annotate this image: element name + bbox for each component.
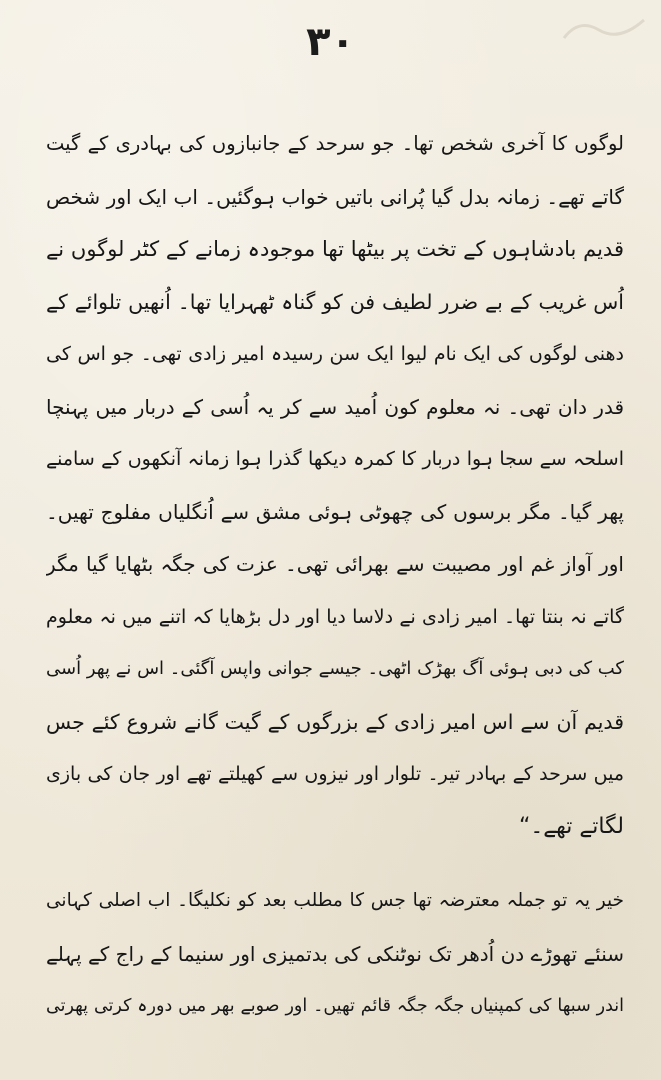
- text-line: اور آواز غم اور مصیبت سے بھرائی تھی۔ عزت کی جگہ بٹھایا گیا مگر: [46, 552, 624, 576]
- text-line: سنئے تھوڑے دن اُدھر تک نوٹنکی کی بدتمیزی اور سنیما کے راج کے پہلے: [46, 941, 624, 966]
- body-text: [46, 118, 624, 1033]
- text-line: گاتے تھے۔ زمانہ بدل گیا پُرانی باتیں خواب ہوگئیں۔ اب ایک اور شخص: [46, 184, 624, 209]
- text-line: اُس غریب کے بے ضرر لطیف فن کو گناہ ٹھہرایا تھا۔ اُنھیں تلوائے کے: [46, 289, 624, 314]
- paragraph-1: [46, 118, 624, 853]
- text-line: اسلحہ سے سجا ہوا دربار کا کمرہ دیکھا گذرا ہوا زمانہ آنکھوں کے سامنے: [46, 448, 624, 470]
- text-line: قدیم بادشاہوں کے تخت پر بیٹھا تھا موجودہ زمانے کے کٹر لوگوں نے: [46, 237, 624, 261]
- text-line: لگاتے تھے۔“: [518, 813, 624, 839]
- text-line: میں سرحد کے بہادر تیر۔ تلوار اور نیزوں سے کھیلتے تھے اور جان کی بازی: [46, 763, 624, 785]
- text-line: قدیم آن سے اس امیر زادی کے بزرگوں کے گیت گانے شروع کئے جس: [46, 709, 624, 734]
- text-line: خیر یہ تو جملہ معترضہ تھا جس کا مطلب بعد کو نکلیگا۔ اب اصلی کہانی: [46, 890, 624, 911]
- text-line: دھنی لوگوں کی ایک نام لیوا ایک سن رسیدہ امیر زادی تھی۔ جو اس کی: [46, 343, 624, 365]
- text-line: اندر سبھا کی کمپنیاں جگہ جگہ قائم تھیں۔ اور صوبے بھر میں دورہ کرتی پھرتی: [46, 996, 624, 1016]
- paragraph-2: [46, 875, 624, 1033]
- text-line: قدر دان تھی۔ نہ معلوم کون اُمید سے کر یہ اُسی کے دربار میں پہنچا: [46, 394, 624, 419]
- page-number: ۳۰: [306, 19, 355, 65]
- text-line: کب کی دبی ہوئی آگ بھڑک اٹھی۔ جیسے جوانی واپس آگئی۔ اس نے پھر اُسی: [46, 658, 624, 679]
- text-line: لوگوں کا آخری شخص تھا۔ جو سرحد کے جانبازوں کی بہادری کے گیت: [46, 132, 624, 155]
- text-line: پھر گیا۔ مگر برسوں کی چھوٹی ہوئی مشق سے اُنگلیاں مفلوج تھیں۔: [46, 499, 624, 524]
- text-line: گاتے نہ بنتا تھا۔ امیر زادی نے دلاسا دیا اور دل بڑھایا کہ اتنے میں نہ معلوم: [46, 605, 624, 628]
